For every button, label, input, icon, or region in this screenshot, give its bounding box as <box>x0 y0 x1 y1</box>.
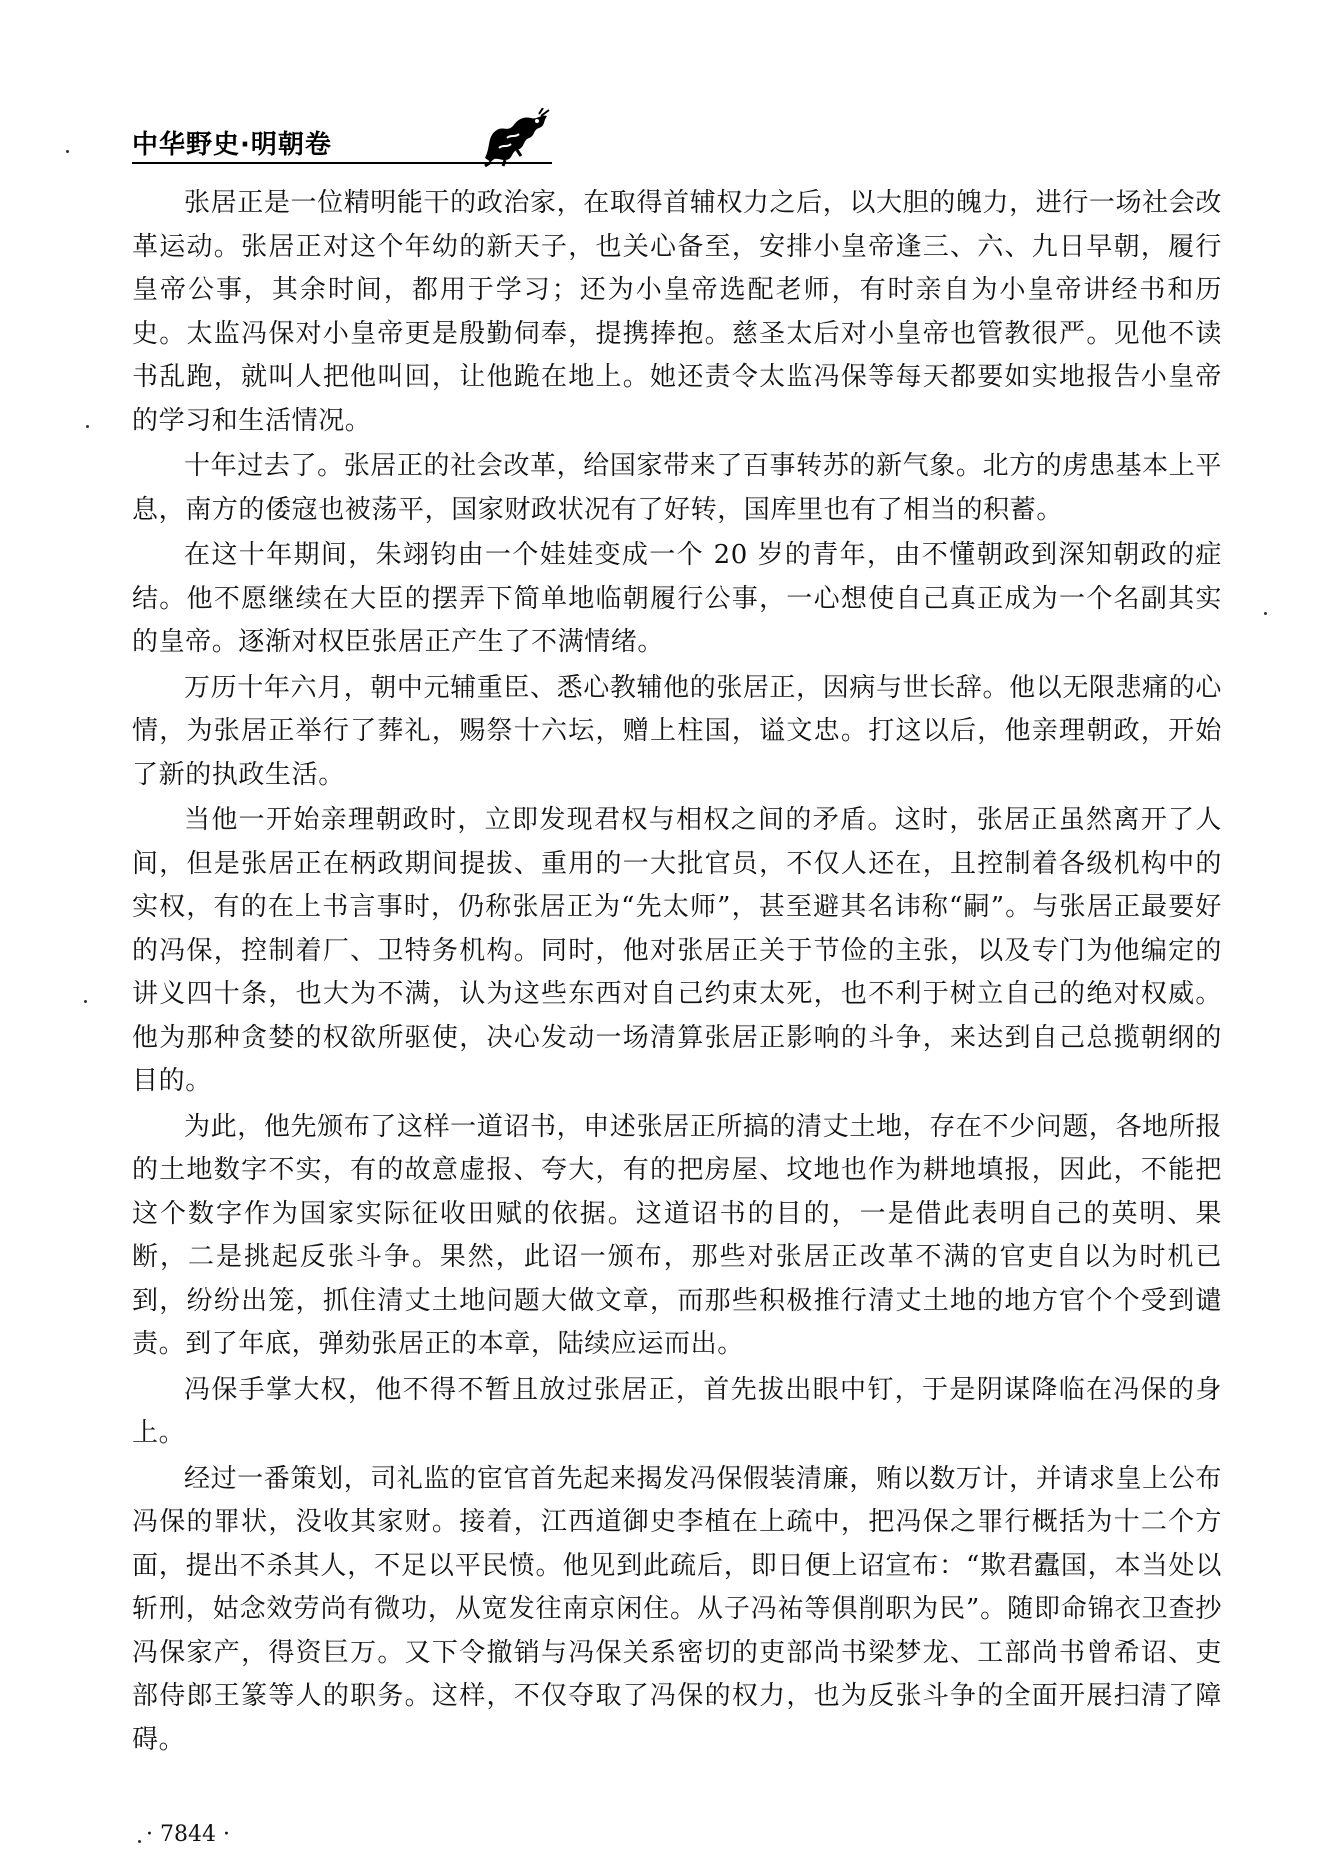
scan-speck <box>66 150 69 153</box>
article-body <box>132 182 1222 1764</box>
paragraph: 张居正是一位精明能干的政治家，在取得首辅权力之后，以大胆的魄力，进行一场社会改革运动。张居正对这个年幼的新天子，也关心备至，安排小皇帝逢三、六、九日早朝，履行皇帝公事，其余时间，都用于学习；还为小皇帝选配老师，有时亲自为小皇帝讲经书和历史。太监冯保对小皇帝更是殷勤伺奉，提携捧抱。慈圣太后对小皇帝也管教很严。见他不读书乱跑，就叫人把他叫回，让他跪在地上。她还责令太监冯保等每天都要如实地报告小皇帝的学习和生活情况。 <box>132 188 1222 436</box>
running-header-title: 中华野史·明朝卷 <box>132 130 332 160</box>
scan-speck <box>84 1000 87 1003</box>
scan-speck <box>138 1840 141 1843</box>
paragraph: 冯保手掌大权，他不得不暂且放过张居正，首先拔出眼中钉，于是阴谋降临在冯保的身上。 <box>132 1374 1222 1448</box>
scan-speck <box>1264 612 1267 615</box>
paragraph: 当他一开始亲理朝政时，立即发现君权与相权之间的矛盾。这时，张居正虽然离开了人间，但是张居正在柄政期间提拔、重用的一大批官员，不仅人还在，且控制着各级机构中的实权，有的在上书言事时，仍称张居正为“先太师”，甚至避其名讳称“嗣”。与张居正最要好的冯保，控制着厂、卫特务机构。同时，他对张居正关于节俭的主张，以及专门为他编定的讲义四十条，也大为不满，认为这些东西对自己约束太死，也不利于树立自己的绝对权威。他为那种贪婪的权欲所驱使，决心发动一场清算张居正影响的斗争，来达到自己总揽朝纲的目的。 <box>132 805 1222 1096</box>
paragraph: 万历十年六月，朝中元辅重臣、悉心教辅他的张居正，因病与世长辞。他以无限悲痛的心情，为张居正举行了葬礼，赐祭十六坛，赠上柱国，谥文忠。打这以后，他亲理朝政，开始了新的执政生活。 <box>132 672 1222 790</box>
paragraph: 经过一番策划，司礼监的宦官首先起来揭发冯保假装清廉，贿以数万计，并请求皇上公布冯保的罪状，没收其家财。接着，江西道御史李植在上疏中，把冯保之罪行概括为十二个方面，提出不杀其人，不足以平民愤。他见到此疏后，即日便上诏宣布：“欺君蠹国，本当处以斩刑，姑念效劳尚有微功，从宽发往南京闲住。从子冯祐等俱削职为民”。随即命锦衣卫查抄冯保家产，得资巨万。又下令撤销与冯保关系密切的吏部尚书梁梦龙、工部尚书曾希诏、吏部侍郎王篆等人的职务。这样，不仅夺取了冯保的权力，也为反张斗争的全面开展扫清了障碍。 <box>132 1463 1222 1755</box>
paragraph: 在这十年期间，朱翊钧由一个娃娃变成一个 20 岁的青年，由不懂朝政到深知朝政的症结。他不愿继续在大臣的摆弄下简单地临朝履行公事，一心想使自己真正成为一个名副其实的皇帝。逐渐对权臣张居正产生了不满情绪。 <box>132 540 1222 657</box>
page-header <box>132 118 1232 168</box>
header-rule <box>132 162 552 164</box>
scan-speck <box>86 425 89 428</box>
dragon-emblem-icon <box>477 108 555 168</box>
paragraph: 十年过去了。张居正的社会改革，给国家带来了百事转苏的新气象。北方的虏患基本上平息，南方的倭寇也被荡平，国家财政状况有了好转，国库里也有了相当的积蓄。 <box>132 451 1222 525</box>
page-number: · 7844 · <box>146 1822 230 1847</box>
paragraph: 为此，他先颁布了这样一道诏书，申述张居正所搞的清丈土地，存在不少问题，各地所报的土地数字不实，有的故意虚报、夸大，有的把房屋、坟地也作为耕地填报，因此，不能把这个数字作为国家实际征收田赋的依据。这道诏书的目的，一是借此表明自己的英明、果断，二是挑起反张斗争。果然，此诏一颁布，那些对张居正改革不满的官吏自以为时机已到，纷纷出笼，抓住清丈土地问题大做文章，而那些积极推行清丈土地的地方官个个受到谴责。到了年底，弹劾张居正的本章，陆续应运而出。 <box>132 1111 1222 1359</box>
